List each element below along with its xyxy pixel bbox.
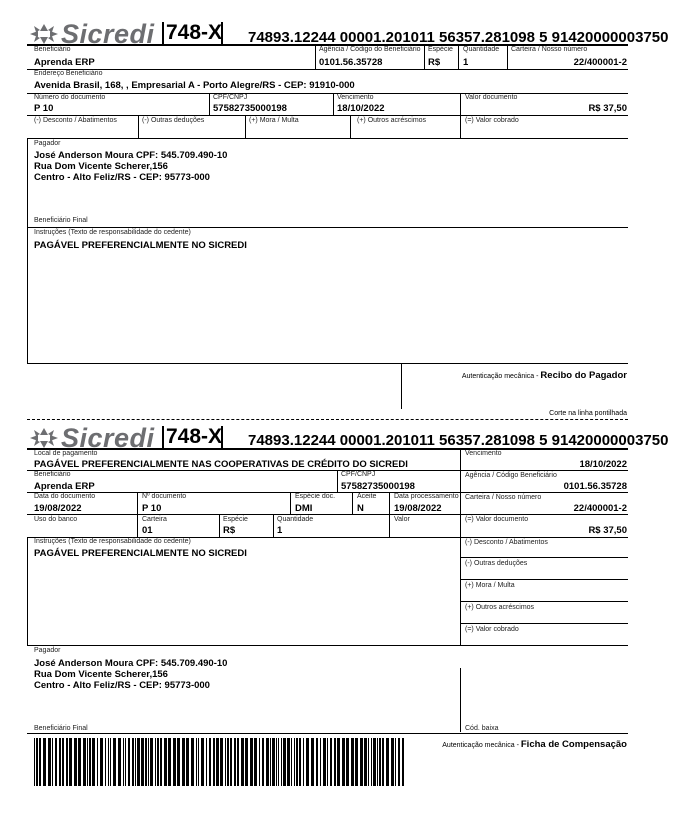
barcode-bar (296, 738, 298, 786)
barcode-bar (303, 738, 304, 786)
barcode-bar (155, 738, 156, 786)
barcode-bar (141, 738, 144, 786)
barcode-bar (164, 738, 167, 786)
barcode-bar (52, 738, 53, 786)
pagador-label: Pagador (34, 647, 61, 654)
pagador-cidade: Centro - Alto Feliz/RS - CEP: 95773-000 (34, 172, 210, 183)
barcode-bar (87, 738, 88, 786)
barcode-bar (227, 738, 229, 786)
cpf-cnpj-label: CPF/CNPJ (341, 471, 376, 478)
barcode-bar (92, 738, 95, 786)
barcode-bar (272, 738, 275, 786)
barcode-bar (62, 738, 64, 786)
barcode-bar (316, 738, 318, 786)
barcode-bar (355, 738, 358, 786)
quantidade-value: 1 (277, 525, 283, 536)
barcode-bar (306, 738, 309, 786)
barcode-bar (398, 738, 400, 786)
autenticacao-recibo (462, 365, 627, 383)
especie-label: Espécie (223, 516, 248, 523)
especie-label: Espécie (428, 46, 453, 53)
barcode-bar (237, 738, 239, 786)
barcode-bar (145, 738, 147, 786)
barcode-bar (157, 738, 159, 786)
barcode-bar (346, 738, 349, 786)
barcode-bar (108, 738, 109, 786)
barcode-bar (379, 738, 381, 786)
barcode-bar (39, 738, 41, 786)
nosso-numero-value: 22/400001-2 (573, 57, 627, 68)
sicredi-logo-icon (27, 22, 61, 46)
barcode-bar (173, 738, 176, 786)
digitable-line: 74893.12244 00001.201011 56357.281098 5 91420000003750 (248, 432, 669, 449)
especie-doc-label: Espécie doc. (295, 493, 336, 500)
barcode-bar (89, 738, 91, 786)
barcode-bar (209, 738, 211, 786)
barcode-bar (186, 738, 189, 786)
barcode-bar (191, 738, 194, 786)
mora-label: (+) Mora / Multa (465, 582, 515, 589)
barcode-bar (216, 738, 219, 786)
barcode-bar (360, 738, 363, 786)
nosso-numero-value: 22/400001-2 (573, 503, 627, 514)
valor-doc-label: Valor documento (465, 94, 518, 101)
barcode-bar (123, 738, 124, 786)
barcode-bar (220, 738, 223, 786)
barcode-bar (213, 738, 215, 786)
barcode-bar (125, 738, 126, 786)
cpf-cnpj-value: 57582735000198 (213, 103, 287, 114)
cpf-cnpj-label: CPF/CNPJ (213, 94, 248, 101)
recibo-title: Recibo do Pagador (540, 370, 627, 381)
desconto-label: (-) Desconto / Abatimentos (34, 117, 117, 124)
endereco-value: Avenida Brasil, 168, , Empresarial A - Porto Alegre/RS - CEP: 91910-000 (34, 80, 355, 91)
barcode-bar (330, 738, 332, 786)
agencia-value: 0101.56.35728 (319, 57, 383, 68)
agencia-label: Agência / Código do Beneficiário (319, 46, 421, 53)
barcode-bar (371, 738, 372, 786)
desconto-label: (-) Desconto / Abatimentos (465, 539, 548, 546)
barcode-bar (78, 738, 81, 786)
pagador-rua: Rua Dom Vicente Scherer,156 (34, 161, 168, 172)
quantidade-label: Quantidade (277, 516, 314, 523)
barcode-bar (323, 738, 326, 786)
barcode-bar (278, 738, 279, 786)
barcode-bar (48, 738, 51, 786)
barcode-bar (105, 738, 106, 786)
num-doc-value: P 10 (34, 103, 54, 114)
barcode-bar (113, 738, 116, 786)
barcode-bar (128, 738, 130, 786)
agencia-value: 0101.56.35728 (563, 481, 627, 492)
bank-code: 748-X (166, 425, 223, 448)
barcode-bar (34, 738, 35, 786)
autenticacao-label: Autenticação mecânica - (461, 373, 541, 380)
barcode-bar (196, 738, 197, 786)
sicredi-logo-icon (27, 426, 61, 450)
valor-doc-value: R$ 37,50 (588, 525, 627, 536)
valor-doc-label: (=) Valor documento (465, 516, 529, 523)
barcode-bar (334, 738, 336, 786)
quantidade-value: 1 (463, 57, 469, 68)
cod-baixa-label: Cód. baixa (465, 725, 499, 732)
beneficiario-value: Aprenda ERP (34, 481, 95, 492)
barcode-bar (259, 738, 260, 786)
barcode-bar (368, 738, 369, 786)
barcode-bar (337, 738, 340, 786)
valor-cobrado-label: (=) Valor cobrado (465, 626, 519, 633)
beneficiario-label: Beneficiário (34, 46, 71, 53)
barcode-bar (327, 738, 328, 786)
vencimento-value: 18/10/2022 (579, 459, 627, 470)
barcode-bar (225, 738, 226, 786)
barcode-bar (291, 738, 292, 786)
num-doc-label: Número do documento (34, 94, 106, 101)
pagador-cidade: Centro - Alto Feliz/RS - CEP: 95773-000 (34, 680, 210, 691)
barcode-bar (43, 738, 46, 786)
barcode-bar (110, 738, 111, 786)
digitable-line: 74893.12244 00001.201011 56357.281098 5 91420000003750 (248, 29, 669, 46)
barcode-bar (342, 738, 345, 786)
nosso-numero-label: Carteira / Nosso número (465, 494, 542, 501)
barcode-bar (148, 738, 149, 786)
barcode-bar (250, 738, 253, 786)
instrucoes-value: PAGÁVEL PREFERENCIALMENTE NO SICREDI (34, 240, 247, 251)
endereco-label: Endereço Beneficiário (34, 70, 103, 77)
barcode-bar (287, 738, 290, 786)
cpf-cnpj-value: 57582735000198 (341, 481, 415, 492)
instrucoes-label: Instruções (Texto de responsabilidade do cedente) (34, 538, 191, 545)
data-doc-label: Data do documento (34, 493, 96, 500)
barcode-bar (276, 738, 277, 786)
especie-value: R$ (428, 57, 441, 68)
pagador-nome: José Anderson Moura CPF: 545.709.490-10 (34, 150, 228, 161)
barcode-bar (262, 738, 264, 786)
outras-deducoes-label: (-) Outras deduções (142, 117, 205, 124)
barcode-bar (132, 738, 134, 786)
mora-label: (+) Mora / Multa (249, 117, 299, 124)
barcode-bar (382, 738, 384, 786)
vencimento-label: Vencimento (465, 450, 502, 457)
barcode-bar (74, 738, 77, 786)
pagador-label: Pagador (34, 140, 61, 147)
barcode-bar (168, 738, 171, 786)
pagador-rua: Rua Dom Vicente Scherer,156 (34, 669, 168, 680)
barcode-bar (299, 738, 301, 786)
barcode (34, 738, 406, 786)
nosso-numero-label: Carteira / Nosso número (511, 46, 588, 53)
num-doc-value: P 10 (142, 503, 162, 514)
barcode-bar (311, 738, 314, 786)
num-doc-label: Nº documento (142, 493, 187, 500)
barcode-bar (69, 738, 72, 786)
agencia-label: Agência / Código Beneficiário (465, 472, 557, 479)
valor-cobrado-label: (=) Valor cobrado (465, 117, 519, 124)
beneficiario-final-label: Beneficiário Final (34, 217, 88, 224)
outras-deducoes-label: (-) Outras deduções (465, 560, 528, 567)
barcode-bar (281, 738, 282, 786)
barcode-bar (320, 738, 321, 786)
barcode-bar (241, 738, 244, 786)
quantidade-label: Quantidade (463, 46, 500, 53)
autenticacao-label: Autenticação mecânica - (442, 742, 521, 749)
barcode-bar (230, 738, 232, 786)
valor-doc-value: R$ 37,50 (588, 103, 627, 114)
barcode-bar (391, 738, 394, 786)
barcode-bar (83, 738, 86, 786)
aceite-label: Aceite (357, 493, 377, 500)
autenticacao-ficha (442, 734, 627, 752)
beneficiario-final-label: Beneficiário Final (34, 725, 88, 732)
outros-acrescimos-label: (+) Outros acréscimos (357, 117, 427, 124)
barcode-bar (198, 738, 199, 786)
data-doc-value: 19/08/2022 (34, 503, 82, 514)
data-proc-value: 19/08/2022 (394, 503, 442, 514)
barcode-bar (377, 738, 378, 786)
especie-doc-value: DMI (295, 503, 313, 514)
barcode-bar (66, 738, 68, 786)
barcode-bar (351, 738, 354, 786)
barcode-bar (97, 738, 98, 786)
aceite-value: N (357, 503, 364, 514)
barcode-bar (270, 738, 271, 786)
valor-label: Valor (394, 516, 410, 523)
barcode-bar (294, 738, 295, 786)
barcode-bar (55, 738, 57, 786)
carteira-label: Carteira (142, 516, 167, 523)
especie-value: R$ (223, 525, 236, 536)
brand-name: Sicredi (61, 423, 155, 453)
cut-line (27, 419, 628, 420)
barcode-bar (182, 738, 185, 786)
data-proc-label: Data processamento (394, 493, 459, 500)
barcode-bar (201, 738, 204, 786)
instrucoes-value: PAGÁVEL PREFERENCIALMENTE NO SICREDI (34, 548, 247, 559)
barcode-bar (135, 738, 136, 786)
brand-name: Sicredi (61, 19, 155, 49)
barcode-bar (150, 738, 153, 786)
pagador-nome: José Anderson Moura CPF: 545.709.490-10 (34, 658, 228, 669)
barcode-bar (254, 738, 257, 786)
beneficiario-value: Aprenda ERP (34, 57, 95, 68)
barcode-bar (160, 738, 162, 786)
barcode-bar (373, 738, 376, 786)
barcode-bar (283, 738, 286, 786)
corte-label: Corte na linha pontilhada (549, 410, 627, 417)
carteira-value: 01 (142, 525, 153, 536)
vencimento-label: Vencimento (337, 94, 374, 101)
local-label: Local de pagamento (34, 450, 98, 457)
barcode-bar (395, 738, 396, 786)
barcode-bar (100, 738, 103, 786)
barcode-bar (402, 738, 404, 786)
instrucoes-label: Instruções (Texto de responsabilidade do cedente) (34, 229, 191, 236)
barcode-bar (364, 738, 367, 786)
barcode-bar (234, 738, 236, 786)
barcode-bar (386, 738, 389, 786)
vencimento-value: 18/10/2022 (337, 103, 385, 114)
bank-code: 748-X (166, 21, 223, 44)
uso-banco-label: Uso do banco (34, 516, 78, 523)
barcode-bar (36, 738, 38, 786)
barcode-bar (59, 738, 61, 786)
barcode-bar (245, 738, 248, 786)
local-value: PAGÁVEL PREFERENCIALMENTE NAS COOPERATIVAS DE CRÉDITO DO SICREDI (34, 459, 408, 470)
barcode-bar (137, 738, 140, 786)
barcode-bar (206, 738, 207, 786)
beneficiario-label: Beneficiário (34, 471, 71, 478)
barcode-bar (177, 738, 180, 786)
ficha-title: Ficha de Compensação (520, 739, 627, 750)
barcode-bar (266, 738, 269, 786)
barcode-bar (118, 738, 121, 786)
outros-acrescimos-label: (+) Outros acréscimos (465, 604, 535, 611)
